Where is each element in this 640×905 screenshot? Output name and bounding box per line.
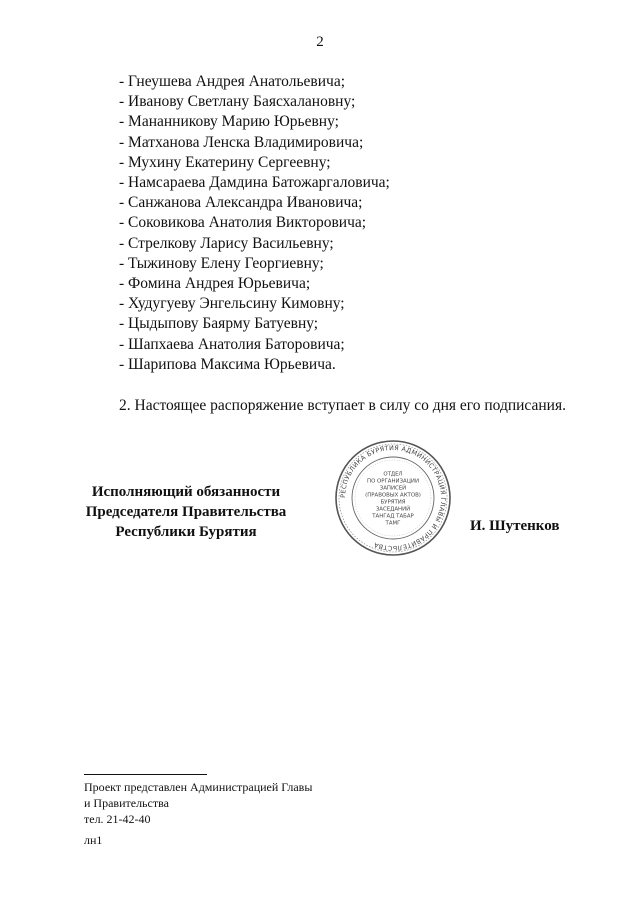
signature-title-line: Председателя Правительства [85,504,287,520]
paragraph-2: 2. Настоящее распоряжение вступает в силу со дня его подписания. [119,397,566,414]
official-seal-stamp [333,438,453,558]
list-item: - Тыжинову Елену Георгиевну; [119,254,324,272]
list-item: - Цыдыпову Баярму Батуевну; [119,315,319,333]
list-item: - Матханова Ленска Владимировича; [119,133,364,151]
list-item: - Намсараева Дамдина Батожаргаловича; [119,174,390,192]
seal-center-text: БУРЯТИЯ [380,499,406,506]
page-number: 2 [316,34,324,50]
document-code: лн1 [84,833,103,847]
list-item: - Мухину Екатерину Сергеевну; [119,153,331,171]
list-item: - Фомина Андрея Юрьевича; [119,275,311,293]
seal-center-text: ПО ОРГАНИЗАЦИИ [367,478,419,485]
seal-center-text: ТАНГАД ТАБАР [372,513,414,520]
signatory-name: И. Шутенков [470,518,560,534]
signature-title-line: Республики Бурятия [115,524,257,540]
footnote-divider [84,774,207,775]
seal-center-text: ЗАПИСЕЙ [379,485,407,492]
footnote [84,779,312,827]
signature-title [80,482,292,542]
list-item: - Соковикова Анатолия Викторовича; [119,214,367,232]
names-list [119,72,390,375]
list-item: - Иванову Светлану Баясхалановну; [119,93,356,111]
list-item: - Шарипова Максима Юрьевича. [119,355,336,373]
list-item: - Худугуеву Энгельсину Кимовну; [119,295,345,313]
footnote-line: Проект представлен Администрацией Главы [84,780,313,794]
seal-center-text: ЗАСЕДАНИЙ [375,506,411,513]
list-item: - Мананникову Марию Юрьевну; [119,113,339,131]
list-item: - Стрелкову Ларису Васильевну; [119,234,334,252]
footnote-line: тел. 21-42-40 [84,812,151,826]
seal-center-text: ОТДЕЛ [383,471,403,478]
list-item: - Шапхаева Анатолия Баторовича; [119,335,345,353]
seal-center-text: ТАМГ [385,520,401,527]
list-item: - Гнеушева Андрея Анатольевича; [119,73,345,90]
list-item: - Санжанова Александра Ивановича; [119,194,363,212]
footnote-line: и Правительства [84,796,169,810]
signature-title-line: Исполняющий обязанности [91,484,281,500]
seal-center-text: (ПРАВОВЫХ АКТОВ) [365,492,421,499]
svg-text:РЕСПУБЛИКА БУРЯТИЯ АДМИНИСТРАЦ: РЕСПУБЛИКА БУРЯТИЯ АДМИНИСТРАЦИЯ ГЛАВЫ И ПРАВИТЕЛЬСТВА [338,443,448,553]
